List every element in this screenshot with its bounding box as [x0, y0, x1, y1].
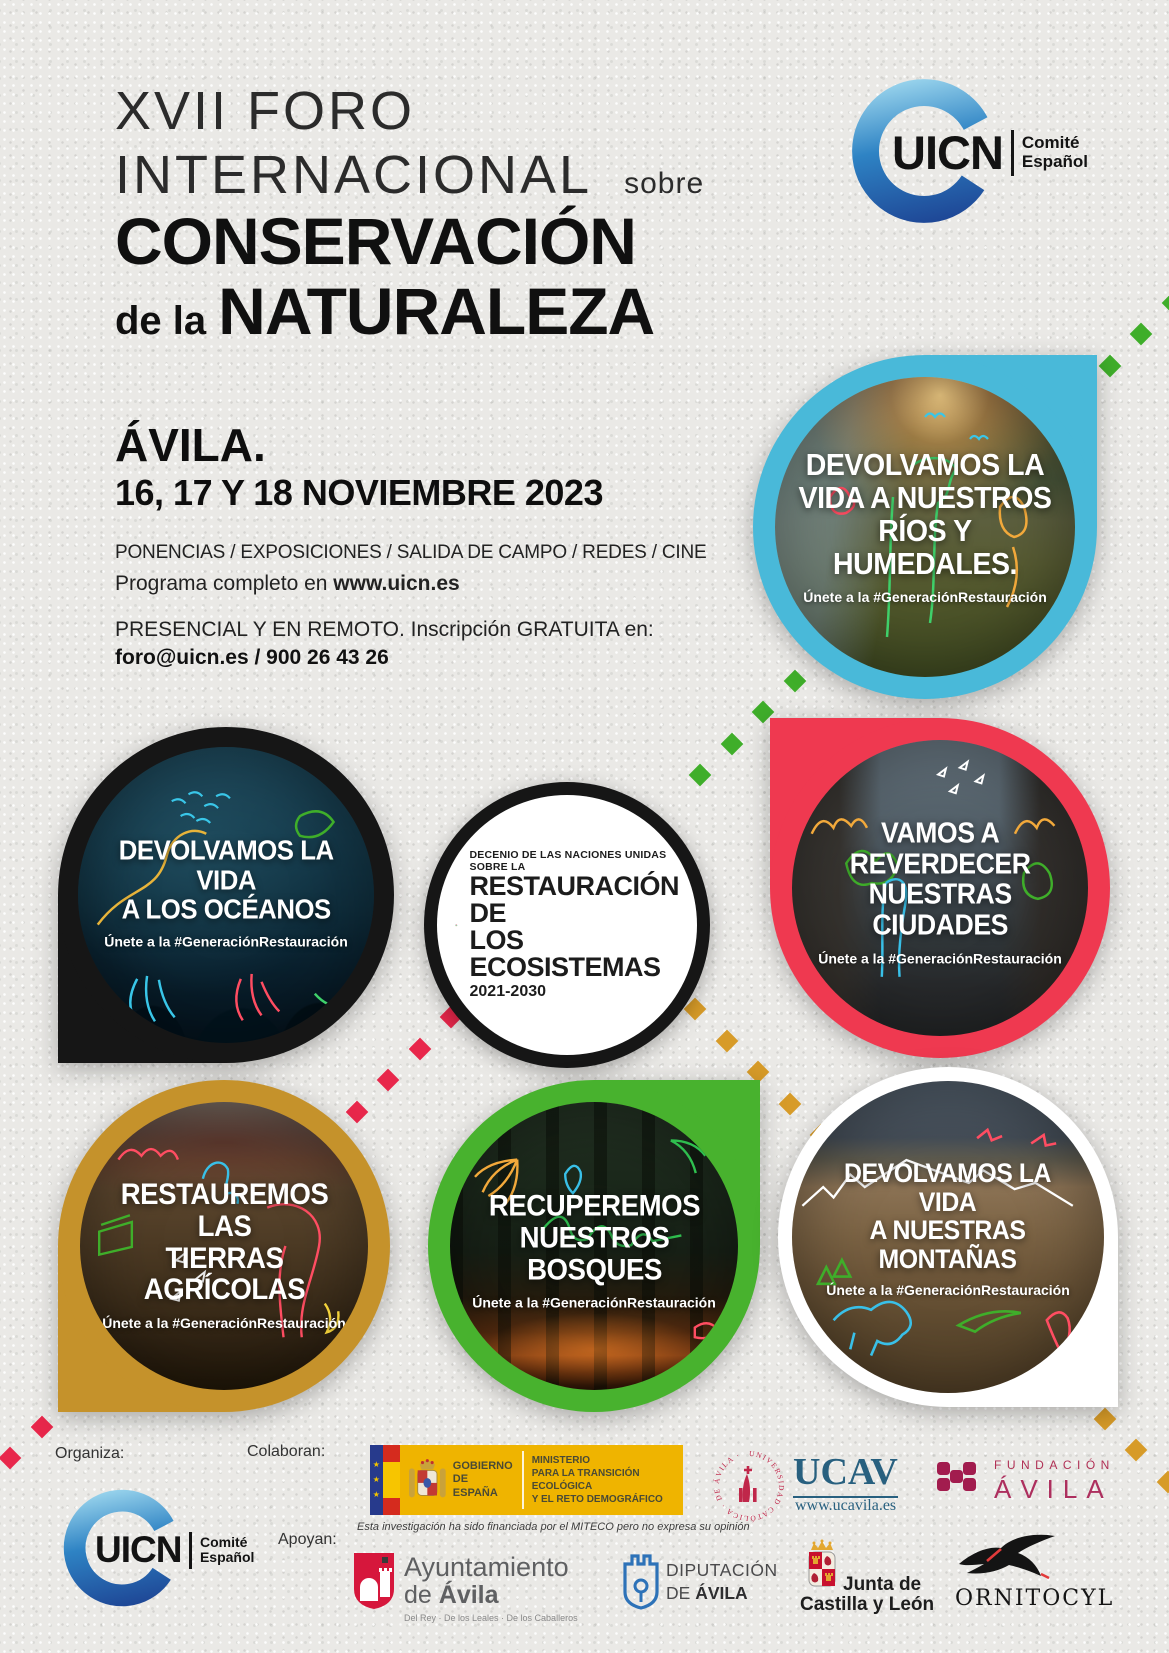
badge-subtitle: Únete a la #GeneraciónRestauración	[102, 1315, 346, 1332]
dotted-diamond	[689, 764, 712, 787]
fundacion-avila-icon	[935, 1456, 985, 1504]
badge-bosques	[428, 1080, 760, 1412]
badge-photo-ciudades	[792, 740, 1088, 1036]
ucav-url: www.ucavila.es	[795, 1497, 897, 1514]
badge-photo-rios	[775, 377, 1075, 677]
badge-photo-montanas	[792, 1081, 1104, 1393]
badge-subtitle: Únete a la #GeneraciónRestauración	[818, 950, 1062, 967]
badge-title: RESTAUREMOS LAS TIERRAS AGRÍCOLAS	[120, 1178, 328, 1307]
contact-line: foro@uicn.es / 900 26 43 26	[115, 646, 389, 669]
uicn-divider	[1011, 130, 1014, 176]
ucav-seal-icon	[711, 1448, 787, 1524]
program-url: www.uicn.es	[333, 572, 460, 595]
program-line: Programa completo en www.uicn.es	[115, 572, 460, 595]
uicn-logo-bottom	[58, 1484, 298, 1614]
organiza-label: Organiza:	[55, 1445, 125, 1462]
badge-title: RECUPEREMOS NUESTROS BOSQUES	[488, 1189, 700, 1287]
dotted-diamond	[1161, 291, 1169, 314]
title-line-3: CONSERVACIÓN	[115, 204, 636, 279]
dotted-diamond	[1093, 1407, 1116, 1430]
event-activities: PONENCIAS / EXPOSICIONES / SALIDA DE CAMPO / REDES / CINE	[115, 542, 707, 563]
fundacion-avila-line2: ÁVILA	[994, 1474, 1113, 1504]
uicn-logo-top	[845, 72, 1145, 234]
junta-text-line1: Junta de	[843, 1574, 922, 1595]
badge-title: DEVOLVAMOS LA VIDA A NUESTROS RÍOS Y HUMEDALES.	[798, 446, 1052, 581]
apoyan-label: Apoyan:	[278, 1531, 337, 1548]
ayuntamiento-avila-shield-icon	[352, 1551, 396, 1611]
dotted-diamond	[0, 1447, 21, 1470]
uicn-committee: Comité Español	[199, 1533, 255, 1565]
badge-photo-agricolas	[80, 1102, 368, 1390]
spain-flag-strip	[383, 1445, 401, 1515]
badge-subtitle: Únete a la #GeneraciónRestauración	[472, 1295, 716, 1312]
title-line-2: INTERNACIONAL sobre	[115, 144, 705, 205]
badge-subtitle: Únete a la #GeneraciónRestauración	[104, 933, 348, 950]
badge-subtitle: Únete a la #GeneraciónRestauración	[803, 589, 1047, 606]
diputacion-avila-text: DIPUTACIÓN DE ÁVILA	[666, 1560, 778, 1603]
title-line-1: XVII FORO	[115, 81, 416, 141]
dotted-diamond	[1130, 323, 1153, 346]
badge-ciudades	[770, 718, 1110, 1058]
badge-subtitle: Únete a la #GeneraciónRestauración	[826, 1282, 1070, 1299]
uicn-divider	[189, 1532, 192, 1569]
dotted-diamond	[30, 1415, 53, 1438]
diputacion-avila-castle-icon	[620, 1550, 662, 1614]
uicn-committee: Comité Español	[1021, 133, 1089, 171]
poster-title	[115, 80, 704, 346]
badge-photo-bosques	[450, 1102, 738, 1390]
ornitocyl-stork-icon	[955, 1532, 1059, 1586]
eu-flag-strip: ★ ★ ★	[370, 1445, 383, 1515]
registration-line: PRESENCIAL Y EN REMOTO. Inscripción GRATUITA en:	[115, 618, 654, 641]
badge-rios-humedales	[753, 355, 1097, 699]
miteco-disclaimer: Esta investigación ha sido financiada por el MITECO pero no expresa su opinión	[357, 1521, 750, 1533]
badge-tierras-agricolas	[58, 1080, 390, 1412]
colaboran-label: Colaboran:	[247, 1443, 326, 1460]
badge-title: VAMOS A REVERDECER NUESTRAS CIUDADES	[849, 817, 1031, 942]
dotted-diamond	[1156, 1470, 1169, 1493]
uicn-acronym: UICN	[95, 1529, 182, 1570]
gobierno-text: GOBIERNO DE ESPAÑA	[452, 1460, 513, 1499]
ministerio-text: MINISTERIO PARA LA TRANSICIÓN ECOLÓGICA Y EL RETO DEMOGRÁFICO	[531, 1455, 663, 1505]
ayuntamiento-motto: Del Rey · De los Leales · De los Caballeros	[404, 1613, 578, 1624]
badge-title: DEVOLVAMOS LA VIDA A LOS OCÉANOS	[118, 834, 334, 926]
uicn-acronym: UICN	[892, 126, 1003, 179]
dotted-diamond	[715, 1029, 738, 1052]
un-decade-text: DECENIO DE LAS NACIONES UNIDAS SOBRE LA RESTAURACIÓN DE LOS ECOSISTEMAS 2021-2030	[469, 849, 679, 1000]
un-decade-circle	[424, 782, 710, 1068]
un-decade-waves-icon	[455, 879, 458, 971]
dotted-diamond	[408, 1037, 431, 1060]
dotted-diamond	[720, 732, 743, 755]
gobierno-espana-logo	[370, 1445, 683, 1515]
badge-montanas	[778, 1067, 1118, 1407]
fundacion-avila-line1: FUNDACIÓN	[994, 1458, 1115, 1472]
title-line-4: de la NATURALEZA	[115, 273, 655, 348]
badge-title: DEVOLVAMOS LA VIDA A NUESTRAS MONTAÑAS	[844, 1157, 1052, 1274]
dotted-diamond	[1098, 354, 1121, 377]
ayuntamiento-avila-text: Ayuntamiento de Ávila Del Rey · De los Leales · De los Caballeros	[404, 1552, 578, 1624]
ornitocyl-wordmark: ORNITOCYL	[955, 1586, 1115, 1611]
junta-castilla-leon-shield-icon	[803, 1538, 841, 1598]
event-city: ÁVILA.	[115, 419, 266, 471]
badge-photo-oceanos	[78, 747, 374, 1043]
spain-coat-of-arms-icon	[408, 1454, 447, 1506]
badge-oceanos	[58, 727, 394, 1063]
event-dates: 16, 17 Y 18 NOVIEMBRE 2023	[115, 472, 603, 513]
ucav-seal-text: UNIVERSIDAD CATÓLICA · DE ÁVILA ·	[711, 1448, 787, 1524]
junta-text-line2: Castilla y León	[800, 1594, 935, 1615]
ucav-wordmark: UCAV	[793, 1450, 898, 1498]
dotted-diamond	[1125, 1439, 1148, 1462]
